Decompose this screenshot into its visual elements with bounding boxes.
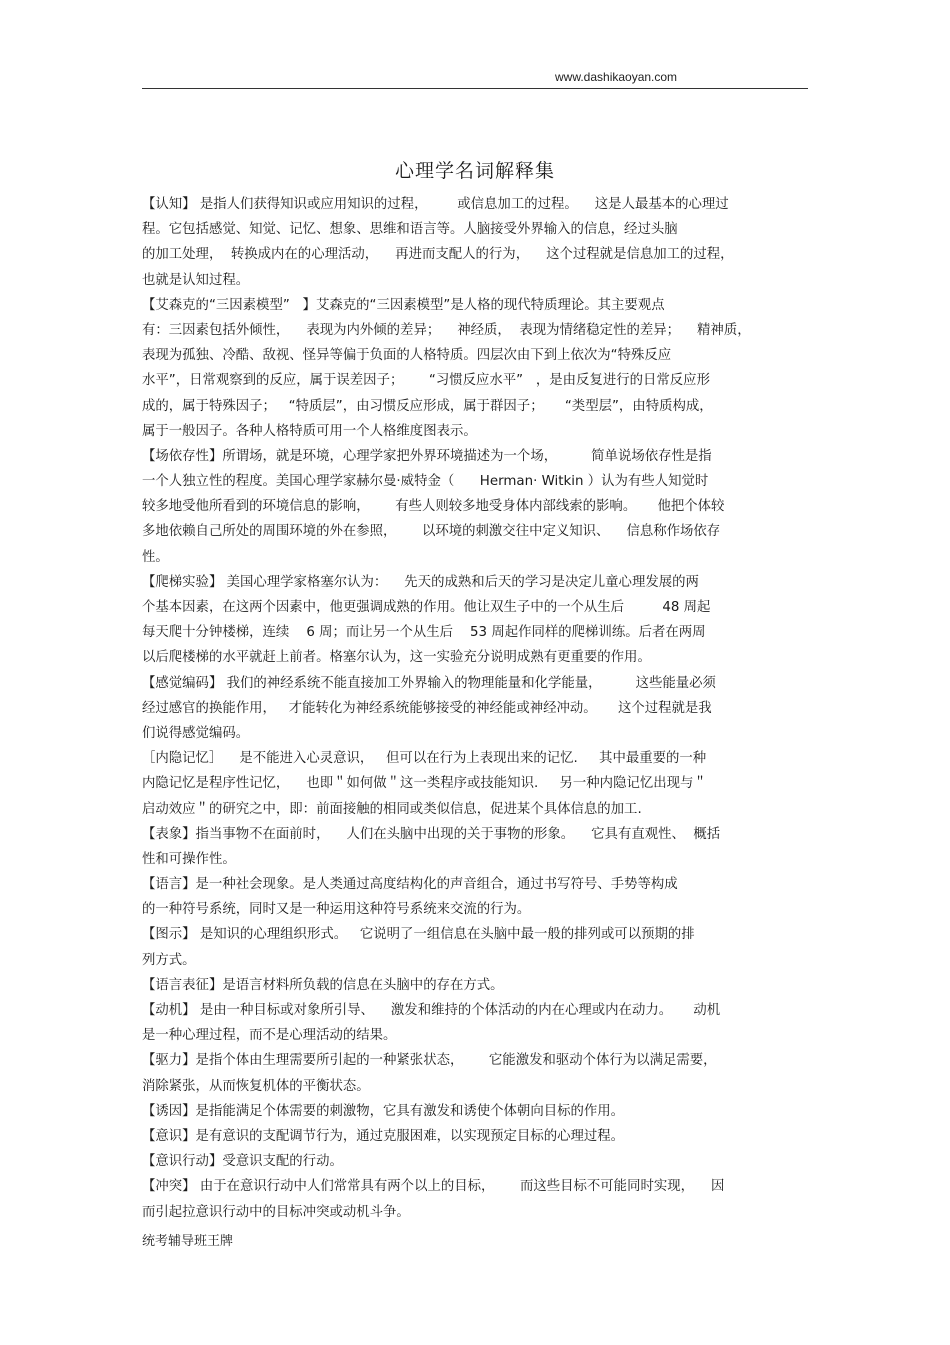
text-line: 而引起拉意识行动中的目标冲突或动机斗争。 (142, 1204, 410, 1220)
text-line: 【语言表征】是语言材料所负载的信息在头脑中的存在方式。 (142, 977, 504, 993)
text-line: 较多地受他所看到的环境信息的影响， 有些人则较多地受身体内部线索的影响。 他把个体较 (142, 499, 725, 515)
text-line: ［内隐记忆］ 是不能进入心灵意识， 但可以在行为上表现出来的记忆. 其中最重要的一种 (142, 751, 707, 767)
text-line: 经过感官的换能作用， 才能转化为神经系统能够接受的神经能或神经冲动。 这个过程就是我 (142, 700, 712, 716)
text-line: 【冲突】 由于在意识行动中人们常常具有两个以上的目标， 而这些目标不可能同时实现， 因 (142, 1179, 725, 1195)
header-url: www.dashikaoyan.com (555, 70, 678, 84)
text-line: 程。它包括感觉、知觉、记忆、想象、思维和语言等。人脑接受外界输入的信息，经过头脑 (142, 222, 678, 238)
footer-text: 统考辅导班王牌 (142, 1234, 234, 1249)
text-line: 启动效应＂的研究之中，即：前面接触的相同或类似信息，促进某个具体信息的加工. (142, 801, 642, 817)
text-line: 【爬梯实验】 美国心理学家格塞尔认为： 先天的成熟和后天的学习是决定儿童心理发展的两 (142, 574, 699, 590)
text-line: 性。 (142, 549, 169, 565)
text-line: 列方式。 (142, 952, 196, 968)
text-line: 【艾森克的“三因素模型” 】艾森克的“三因素模型”是人格的现代特质理论。其主要观点 (142, 297, 665, 313)
text-line: 【动机】 是由一种目标或对象所引导、 激发和维持的个体活动的内在心理或内在动力。 动机 (142, 1003, 721, 1018)
text-line: 个基本因素，在这两个因素中，他更强调成熟的作用。他让双生子中的一个从生后 48 周起 (142, 600, 711, 615)
text-line: 【驱力】是指个体由生理需要所引起的一种紧张状态， 它能激发和驱动个体行为以满足需要， (142, 1053, 717, 1069)
text-line: 表现为孤独、冷酷、敌视、怪异等偏于负面的人格特质。四层次由下到上依次为“特殊反应 (142, 348, 672, 364)
text-line: 有：三因素包括外倾性， 表现为内外倾的差异； 神经质， 表现为情绪稳定性的差异； 精神质， (142, 322, 751, 338)
text-line: 成的，属于特殊因子； “特质层”，由习惯反应形成，属于群因子； “类型层”，由特质构成， (142, 398, 713, 414)
document-body (142, 192, 810, 1225)
text-line: 的一种符号系统，同时又是一种运用这种符号系统来交流的行为。 (142, 902, 531, 918)
text-line: 【语言】是一种社会现象。是人类通过高度结构化的声音组合，通过书写符号、手势等构成 (142, 877, 678, 893)
text-line: 们说得感觉编码。 (142, 725, 250, 741)
text-line: 属于一般因子。各种人格特质可用一个人格维度图表示。 (142, 423, 477, 439)
text-line: 以后爬楼梯的水平就赶上前者。格塞尔认为，这一实验充分说明成熟有更重要的作用。 (142, 650, 651, 666)
text-line: 【诱因】是指能满足个体需要的刺激物，它具有激发和诱使个体朝向目标的作用。 (142, 1103, 625, 1119)
text-line: 【图示】 是知识的心理组织形式。 它说明了一组信息在头脑中最一般的排列或可以预期的排 (142, 927, 695, 943)
text-line: 多地依赖自己所处的周围环境的外在参照， 以环境的刺激交往中定义知识、 信息称作场依存 (142, 524, 721, 540)
text-line: 内隐记忆是程序性记忆， 也即＂如何做＂这一类程序或技能知识. 另一种内隐记忆出现与＂ (142, 776, 707, 792)
text-line: 【表象】指当事物不在面前时， 人们在头脑中出现的关于事物的形象。 它具有直观性、 概括 (142, 826, 721, 842)
text-line: 每天爬十分钟楼梯，连续 6 周；而让另一个从生后 53 周起作同样的爬梯训练。后者在两周 (142, 625, 706, 641)
text-line: 【认知】 是指人们获得知识或应用知识的过程， 或信息加工的过程。 这是人最基本的心理过 (142, 197, 729, 212)
text-line: 【意识行动】受意识支配的行动。 (142, 1154, 343, 1170)
text-line: 【感觉编码】 我们的神经系统不能直接加工外界输入的物理能量和化学能量， 这些能量必须 (142, 675, 716, 691)
text-line: 性和可操作性。 (142, 851, 236, 867)
text-line: 是一种心理过程，而不是心理活动的结果。 (142, 1028, 397, 1044)
text-line: 消除紧张，从而恢复机体的平衡状态。 (142, 1078, 370, 1094)
text-line: 的加工处理， 转换成内在的心理活动， 再进而支配人的行为， 这个过程就是信息加工的过程， (142, 247, 734, 263)
page-title: 心理学名词解释集 (394, 160, 555, 182)
header-divider (142, 88, 808, 89)
text-line: 水平”，日常观察到的反应，属于误差因子； “习惯反应水平” ，是由反复进行的日常反应形 (142, 373, 710, 389)
text-line: 一个人独立性的程度。美国心理学家赫尔曼·威特金（ Herman· Witkin ）认为有些人知觉时 (142, 474, 709, 490)
text-line: 也就是认知过程。 (142, 272, 250, 288)
text-line: 【场依存性】所谓场，就是环境，心理学家把外界环境描述为一个场， 简单说场依存性是指 (142, 448, 712, 464)
text-line: 【意识】是有意识的支配调节行为，通过克服困难，以实现预定目标的心理过程。 (142, 1128, 625, 1144)
